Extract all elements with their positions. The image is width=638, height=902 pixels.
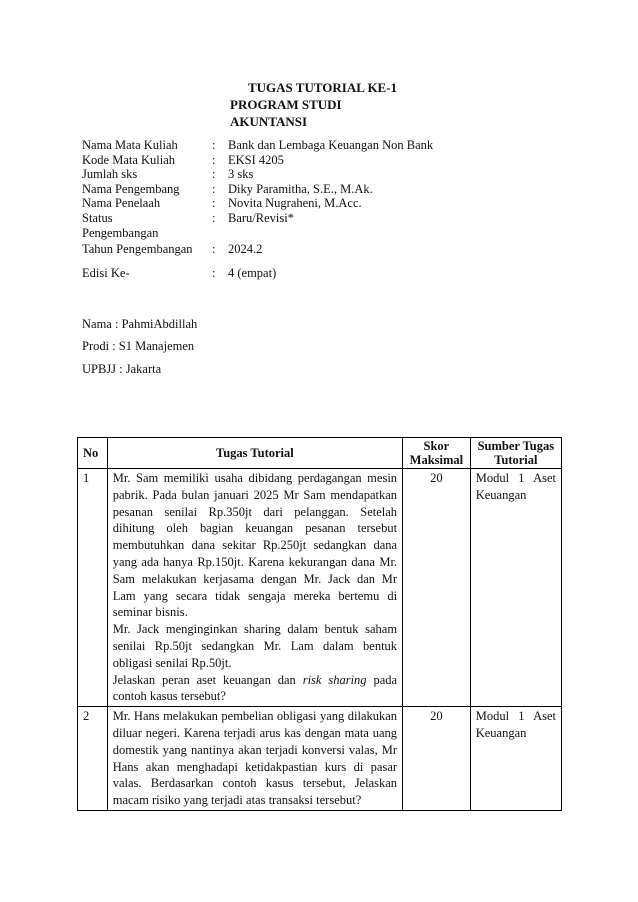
task-text: Mr. Sam memiliki usaha dibidang perdagangan mesin pabrik. Pada bulan januari 2025 Mr Sam mendapatkan pesanan senilai Rp.350jt dari pelanggan. Setelah dihitung oleh bagian keuangan pesanan tersebut membutuhkan dana sekitar Rp.250jt sedangkan dana yang ada hanya Rp.150jt. Karena kekurangan dana Mr. Sam melakukan kerjasama dengan Mr. Jack dan Mr Lam yang secara tidak sengaja mereka bertemu di seminar bisnis. Mr. Jack menginginkan sharing dalam bentuk saham senilai Rp.50jt sedangkan Mr. Lam dalam bentuk obligasi senilai Rp.50jt. Jelaskan peran aset keuangan dan risk sharing pada contoh kasus tersebut? (107, 469, 402, 707)
table-row (78, 469, 562, 707)
row-number: 2 (78, 707, 108, 811)
max-score: 20 (403, 469, 471, 707)
header-task: Tugas Tutorial (107, 438, 402, 469)
table-row (78, 707, 562, 811)
meta-row-status: Status Pengembangan : Baru/Revisi* (82, 210, 294, 240)
course-info (82, 138, 433, 280)
title-line-3: AKUNTANSI (230, 114, 308, 129)
header-no: No (78, 438, 108, 469)
header-source: Sumber Tugas Tutorial (470, 438, 561, 469)
student-upbjj: UPBJJ : Jakarta (82, 362, 162, 376)
row-number: 1 (78, 469, 108, 707)
header-score: Skor Maksimal (403, 438, 471, 469)
document-title (230, 79, 397, 130)
meta-row-edition: Edisi Ke- : 4 (empat) (82, 265, 277, 280)
meta-row-credits: Jumlah sks : 3 sks (82, 167, 254, 182)
title-line-1: TUGAS TUTORIAL KE-1 (248, 80, 398, 95)
meta-row-developer: Nama Pengembang : Diky Paramitha, S.E., M.Ak. (82, 181, 373, 196)
table-header-row (78, 438, 562, 469)
meta-row-course-code: Kode Mata Kuliah : EKSI 4205 (82, 152, 284, 167)
student-name: Nama : PahmiAbdillah (82, 317, 198, 331)
task-text: Mr. Hans melakukan pembelian obligasi yang dilakukan diluar negeri. Karena terjadi arus kas dengan mata uang domestik yang nantinya akan terjadi konversi valas, Mr Hans akan menghadapi ketidakpastian kurs di pasar valas. Berdasarkan contoh kasus tersebut, Jelaskan macam risiko yang terjadi atas transaksi tersebut? (107, 707, 402, 811)
meta-row-course-name: Nama Mata Kuliah : Bank dan Lembaga Keuangan Non Bank (82, 138, 434, 152)
task-source: Modul 1 Aset Keuangan (470, 469, 561, 707)
meta-row-year: Tahun Pengembangan : 2024.2 (82, 242, 263, 257)
task-source: Modul 1 Aset Keuangan (470, 707, 561, 811)
student-prodi: Prodi : S1 Manajemen (82, 339, 195, 353)
tutorial-task-table (77, 437, 562, 811)
title-line-2: PROGRAM STUDI (230, 97, 342, 112)
max-score: 20 (403, 707, 471, 811)
meta-row-reviewer: Nama Penelaah : Novita Nugraheni, M.Acc. (82, 196, 362, 211)
